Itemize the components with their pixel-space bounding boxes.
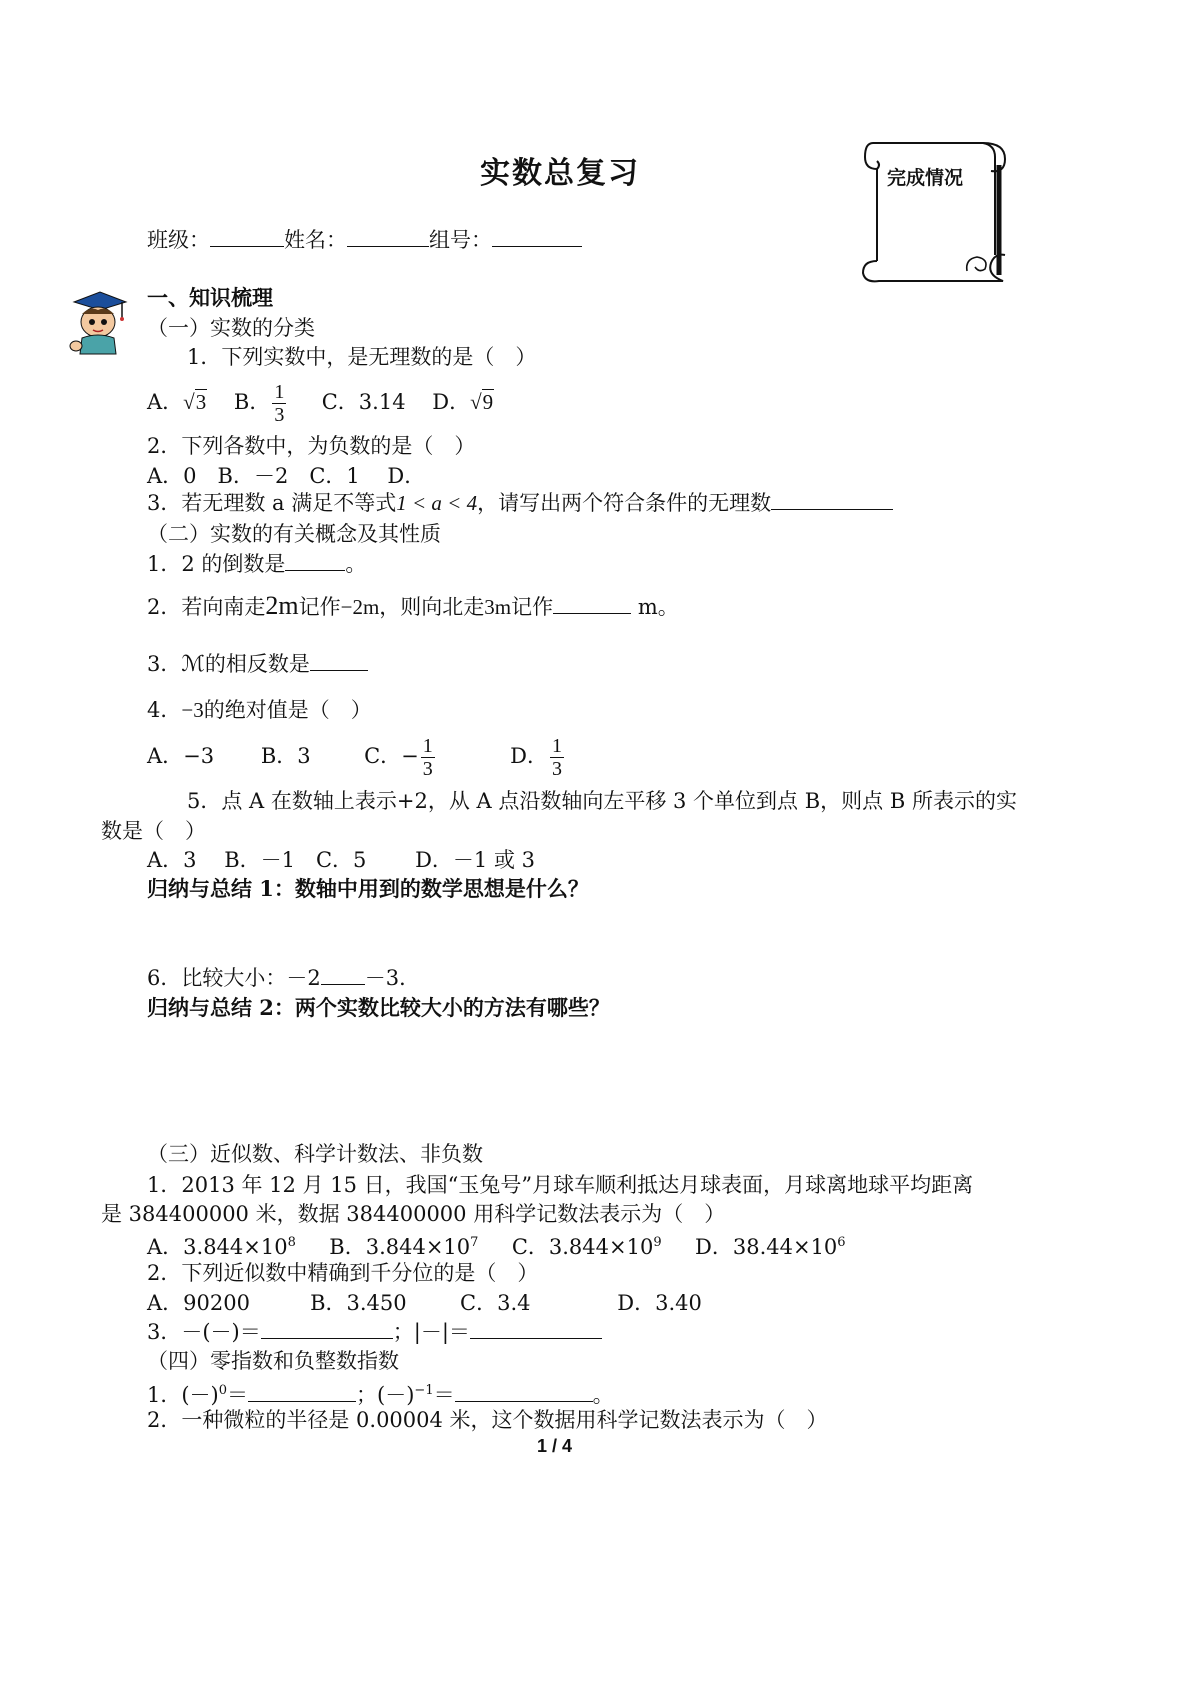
p2-neg-2m: −2m bbox=[340, 595, 380, 619]
fraction-one-third: $\frac{1}{3}$ bbox=[552, 735, 563, 780]
option-a: A．3.844×10 bbox=[147, 1235, 288, 1259]
r3-answer-blank-1[interactable] bbox=[261, 1318, 393, 1339]
p3-symbol: ℳ bbox=[181, 652, 205, 677]
question-4-1 bbox=[147, 1377, 614, 1409]
option-c: C．3.844×10 bbox=[511, 1235, 654, 1259]
question-3-1-options bbox=[147, 1229, 846, 1261]
scroll-icon bbox=[855, 135, 1015, 285]
q3-text: 3．若无理数 a 满足不等式 bbox=[147, 491, 397, 515]
p2-text-post: m。 bbox=[631, 595, 679, 619]
question-1-2-options: A．0 B．－2 C．1 D． bbox=[147, 464, 426, 488]
question-2-5-options: A．3 B．－1 C．5 D．－1 或 3 bbox=[147, 848, 536, 872]
page-title: 实数总复习 bbox=[480, 156, 640, 191]
question-1-2: 2．下列各数中，为负数的是（ ） bbox=[147, 434, 476, 458]
section-heading-1: 一、知识梳理 bbox=[147, 285, 273, 310]
completion-scroll bbox=[855, 135, 1015, 285]
class-blank[interactable] bbox=[210, 226, 284, 247]
question-2-3 bbox=[147, 650, 368, 679]
subsection-4: （四）零指数和负整数指数 bbox=[147, 1349, 399, 1373]
question-3-1-line1: 1．2013 年 12 月 15 日，我国“玉兔号”月球车顺利抵达月球表面，月球离地球平均距离 bbox=[147, 1173, 974, 1197]
option-c: C．− bbox=[364, 744, 419, 768]
option-c: C．3.14 bbox=[321, 390, 406, 414]
p4-text: 4． bbox=[147, 698, 182, 722]
subsection-3: （三）近似数、科学计数法、非负数 bbox=[147, 1142, 483, 1166]
option-b: B．3.450 bbox=[310, 1291, 407, 1315]
student-info-line bbox=[147, 226, 582, 254]
subsection-1: （一）实数的分类 bbox=[147, 316, 315, 340]
question-1-1-options bbox=[147, 378, 494, 426]
p3-text-post: 的相反数是 bbox=[204, 652, 310, 676]
question-2-5-line1: 5．点 A 在数轴上表示+2，从 A 点沿数轴向左平移 3 个单位到点 B，则点 B 所表示的实 bbox=[187, 789, 1017, 813]
s1-answer-blank-1[interactable] bbox=[248, 1381, 356, 1402]
question-2-4-options bbox=[147, 730, 566, 782]
option-d: D． bbox=[432, 390, 471, 414]
name-label: 姓名： bbox=[284, 228, 347, 252]
p1-answer-blank[interactable] bbox=[285, 550, 345, 571]
option-c: C．3.4 bbox=[460, 1291, 531, 1315]
q3-inequality: 1 < a < 4 bbox=[396, 491, 478, 515]
question-1-3 bbox=[147, 489, 893, 517]
q3-text-post: ，请写出两个符合条件的无理数 bbox=[477, 491, 772, 515]
p2-3m: 3m bbox=[484, 595, 512, 619]
option-a-exponent: 8 bbox=[287, 1235, 296, 1250]
question-4-2: 2．一种微粒的半径是 0.00004 米，这个数据用科学记数法表示为（ ） bbox=[147, 1408, 828, 1432]
option-a: A． bbox=[147, 390, 184, 414]
s1-exponent-0: 0 bbox=[218, 1383, 228, 1398]
sqrt-3: √3 bbox=[183, 390, 207, 414]
s1-exponent-neg1: −1 bbox=[414, 1383, 434, 1398]
p1-text: 1．2 的倒数是 bbox=[147, 552, 286, 576]
p2-text-mid3: 记作 bbox=[511, 595, 554, 619]
s1-eq: ＝ bbox=[227, 1383, 249, 1407]
p2-2m: 2m bbox=[265, 591, 299, 620]
option-d-exponent: 6 bbox=[837, 1235, 846, 1250]
fraction-one-third: $\frac{1}{3}$ bbox=[422, 735, 433, 780]
question-2-5-line2: 数是（ ） bbox=[101, 819, 206, 843]
fraction-one-third: $\frac{1}{3}$ bbox=[274, 381, 285, 426]
p4-text-post: 的绝对值是（ ） bbox=[203, 698, 372, 722]
option-b: B． bbox=[233, 390, 271, 414]
sqrt-9: √9 bbox=[470, 390, 494, 414]
p2-text: 2．若向南走 bbox=[147, 595, 266, 619]
r3-text: 3．－(－)＝ bbox=[147, 1320, 261, 1344]
p6-text: 6．比较大小：－2 bbox=[147, 966, 321, 990]
p4-neg3: −3 bbox=[181, 698, 204, 722]
p2-answer-blank[interactable] bbox=[553, 593, 631, 614]
s1-answer-blank-2[interactable] bbox=[455, 1381, 593, 1402]
p2-text-mid: 记作 bbox=[298, 595, 341, 619]
p3-text: 3． bbox=[147, 652, 182, 676]
option-c-exponent: 9 bbox=[653, 1235, 662, 1250]
option-d: D．38.44×10 bbox=[695, 1235, 838, 1259]
s1-text: 1．(－) bbox=[147, 1383, 219, 1407]
completion-label: 完成情况 bbox=[887, 167, 964, 189]
question-2-2 bbox=[147, 592, 679, 621]
p6-text-post: －3． bbox=[364, 966, 421, 990]
s1-text-mid: ；(－) bbox=[356, 1383, 415, 1407]
option-a: A．90200 bbox=[147, 1291, 250, 1315]
question-3-3 bbox=[147, 1318, 602, 1346]
option-b: B．3.844×10 bbox=[329, 1235, 471, 1259]
student-cartoon-icon bbox=[66, 288, 130, 358]
r3-text-mid: ；|－|＝ bbox=[392, 1320, 470, 1344]
summary-1: 归纳与总结 1：数轴中用到的数学思想是什么？ bbox=[147, 876, 589, 901]
r3-answer-blank-2[interactable] bbox=[470, 1318, 602, 1339]
p6-answer-blank[interactable] bbox=[321, 964, 365, 985]
name-blank[interactable] bbox=[347, 226, 429, 247]
question-1-1: 1．下列实数中，是无理数的是（ ） bbox=[187, 345, 537, 369]
question-3-2: 2．下列近似数中精确到千分位的是（ ） bbox=[147, 1261, 539, 1285]
p3-answer-blank[interactable] bbox=[310, 650, 368, 671]
group-label: 组号： bbox=[429, 228, 492, 252]
question-3-2-options bbox=[147, 1289, 702, 1317]
q3-answer-blank[interactable] bbox=[771, 489, 893, 510]
group-blank[interactable] bbox=[492, 226, 582, 247]
option-d: D． bbox=[510, 744, 549, 768]
subsection-2: （二）实数的有关概念及其性质 bbox=[147, 522, 441, 546]
option-d: D．3.40 bbox=[617, 1291, 702, 1315]
option-b: B．3 bbox=[260, 744, 311, 768]
question-2-4 bbox=[147, 696, 372, 724]
page-number: 1 / 4 bbox=[537, 1436, 573, 1456]
question-2-1 bbox=[147, 550, 366, 578]
class-label: 班级： bbox=[147, 228, 210, 252]
option-a: A．−3 bbox=[147, 744, 215, 768]
question-3-1-line2: 是 384400000 米，数据 384400000 用科学记数法表示为（ ） bbox=[101, 1202, 726, 1226]
summary-2: 归纳与总结 2：两个实数比较大小的方法有哪些？ bbox=[147, 995, 610, 1020]
s1-text-post: 。 bbox=[592, 1383, 614, 1407]
option-b-exponent: 7 bbox=[470, 1235, 479, 1250]
p2-text-mid2: ，则向北走 bbox=[379, 595, 485, 619]
s1-eq2: ＝ bbox=[433, 1383, 455, 1407]
question-2-6 bbox=[147, 964, 420, 992]
p1-text-post: 。 bbox=[345, 552, 367, 576]
